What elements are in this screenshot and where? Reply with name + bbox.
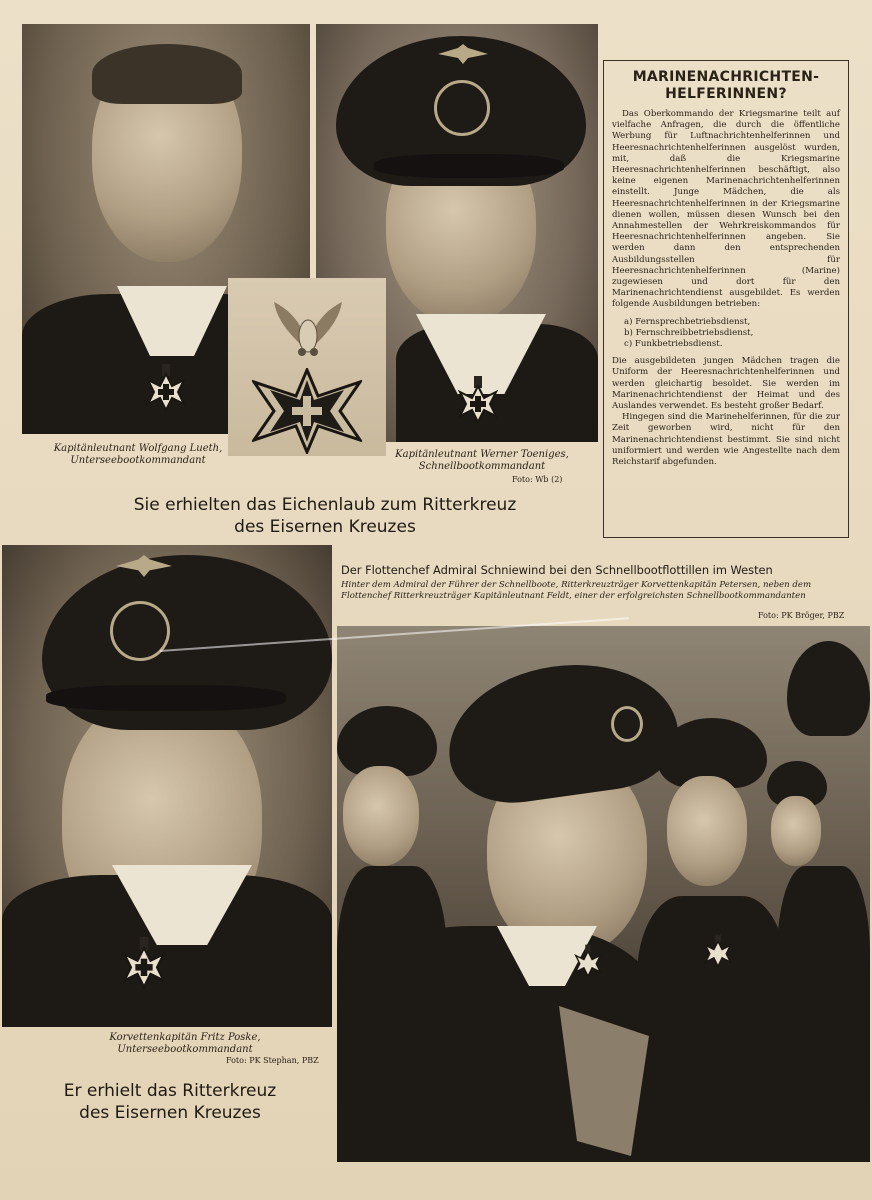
headline-knights-cross: Er erhielt das Ritterkreuz des Eisernen Kreuzes	[63, 1081, 277, 1123]
photo-credit-poske: Foto: PK Stephan, PBZ	[226, 1056, 319, 1065]
cap-badge-icon	[110, 601, 170, 661]
knights-cross-icon	[144, 364, 188, 412]
info-box-paragraph-3: Hingegen sind die Marinehelferinnen, für die zur Zeit geworben wird, nicht für den Marinenachrichtendienst bestimmt. Sie sind nicht uniformiert und werden wie Angestellte nach dem Reichstarif abgefunden.	[612, 412, 840, 468]
iron-cross-icon	[252, 368, 362, 454]
list-item: b) Fernschreibbetriebsdienst,	[624, 327, 754, 338]
training-list	[624, 317, 840, 351]
list-item: c) Funkbetriebsdienst.	[624, 339, 723, 350]
cap-badge-icon	[434, 80, 490, 136]
info-box-marinenachrichtenhelferinnen	[603, 60, 849, 538]
knights-cross-icon	[573, 944, 603, 978]
knights-cross-icon	[120, 937, 168, 989]
info-box-paragraph-1: Das Oberkommando der Kriegsmarine teilt auf vielfache Anfragen, die durch die öffentliche Werbung für Luftnachrichtenhelferinnen und Heeresnachrichtenhelferinnen ausgelöst wurden, mit, daß die Kriegsmarine Heeresnachrichtenhelferinnen beschäftigt, also keine eigenen Marinenachrichtenhelferinnen einstellt. Junge Mädchen, die als Heeresnachrichtenhelferinnen in der Kriegsmarine dienen wollen, müssen diesen Wunsch bei den Annahmestellen der Wehrkreiskommandos für Heeresnachrichtenhelferinnen angeben. Sie werden dann den entsprechenden Ausbildungsstellen für Heeresnachrichtenhelferinnen (Marine) zugewiesen und dort für den Marinenachrichtendienst ausgebildet. Es werden folgende Ausbildungen betrieben:	[612, 109, 840, 310]
caption-poske: Korvettenkapitän Fritz Poske, Unterseebootkommandant	[109, 1032, 261, 1055]
photo-admiral-schniewind	[337, 626, 870, 1162]
caption-lueth: Kapitänleutnant Wolfgang Lueth, Unterseebootkommandant	[53, 443, 223, 466]
knights-cross-icon	[703, 934, 733, 968]
knights-cross-icon	[456, 376, 500, 424]
caption-toeniges: Kapitänleutnant Werner Toeniges, Schnellbootkommandant	[395, 449, 569, 472]
info-box-paragraph-2: Die ausgebildeten jungen Mädchen tragen die Uniform der Heeresnachrichtenhelferinnen und werden gleichartig besoldet. Sie werden im Marinenachrichtendienst der Heimat und des Auslandes verwendet. Es besteht großer Bedarf.	[612, 356, 840, 412]
cap-badge-icon	[611, 706, 643, 742]
group-photo-title: Der Flottenchef Admiral Schniewind bei den Schnellbootflottillen im Westen	[341, 563, 773, 577]
photo-oakleaf-cross	[228, 278, 386, 456]
photo-poske	[2, 545, 332, 1027]
info-box-title: MARINENACHRICHTEN- HELFERINNEN?	[632, 69, 820, 102]
group-photo-caption: Hinter dem Admiral der Führer der Schnellboote, Ritterkreuzträger Korvettenkapitän Petersen, neben dem Flottenchef Ritterkreuzträger Kapitänleutnant Feldt, einer der erfolgreichsten Schnellbootkommandanten	[341, 580, 812, 601]
photo-credit-group: Foto: PK Bröger, PBZ	[758, 611, 845, 620]
photo-credit-top: Foto: Wb (2)	[512, 475, 563, 484]
oak-leaves-icon	[268, 292, 348, 362]
headline-oakleaves: Sie erhielten das Eichenlaub zum Ritterkreuz des Eisernen Kreuzes	[133, 495, 517, 537]
list-item: a) Fernsprechbetriebsdienst,	[624, 316, 751, 327]
